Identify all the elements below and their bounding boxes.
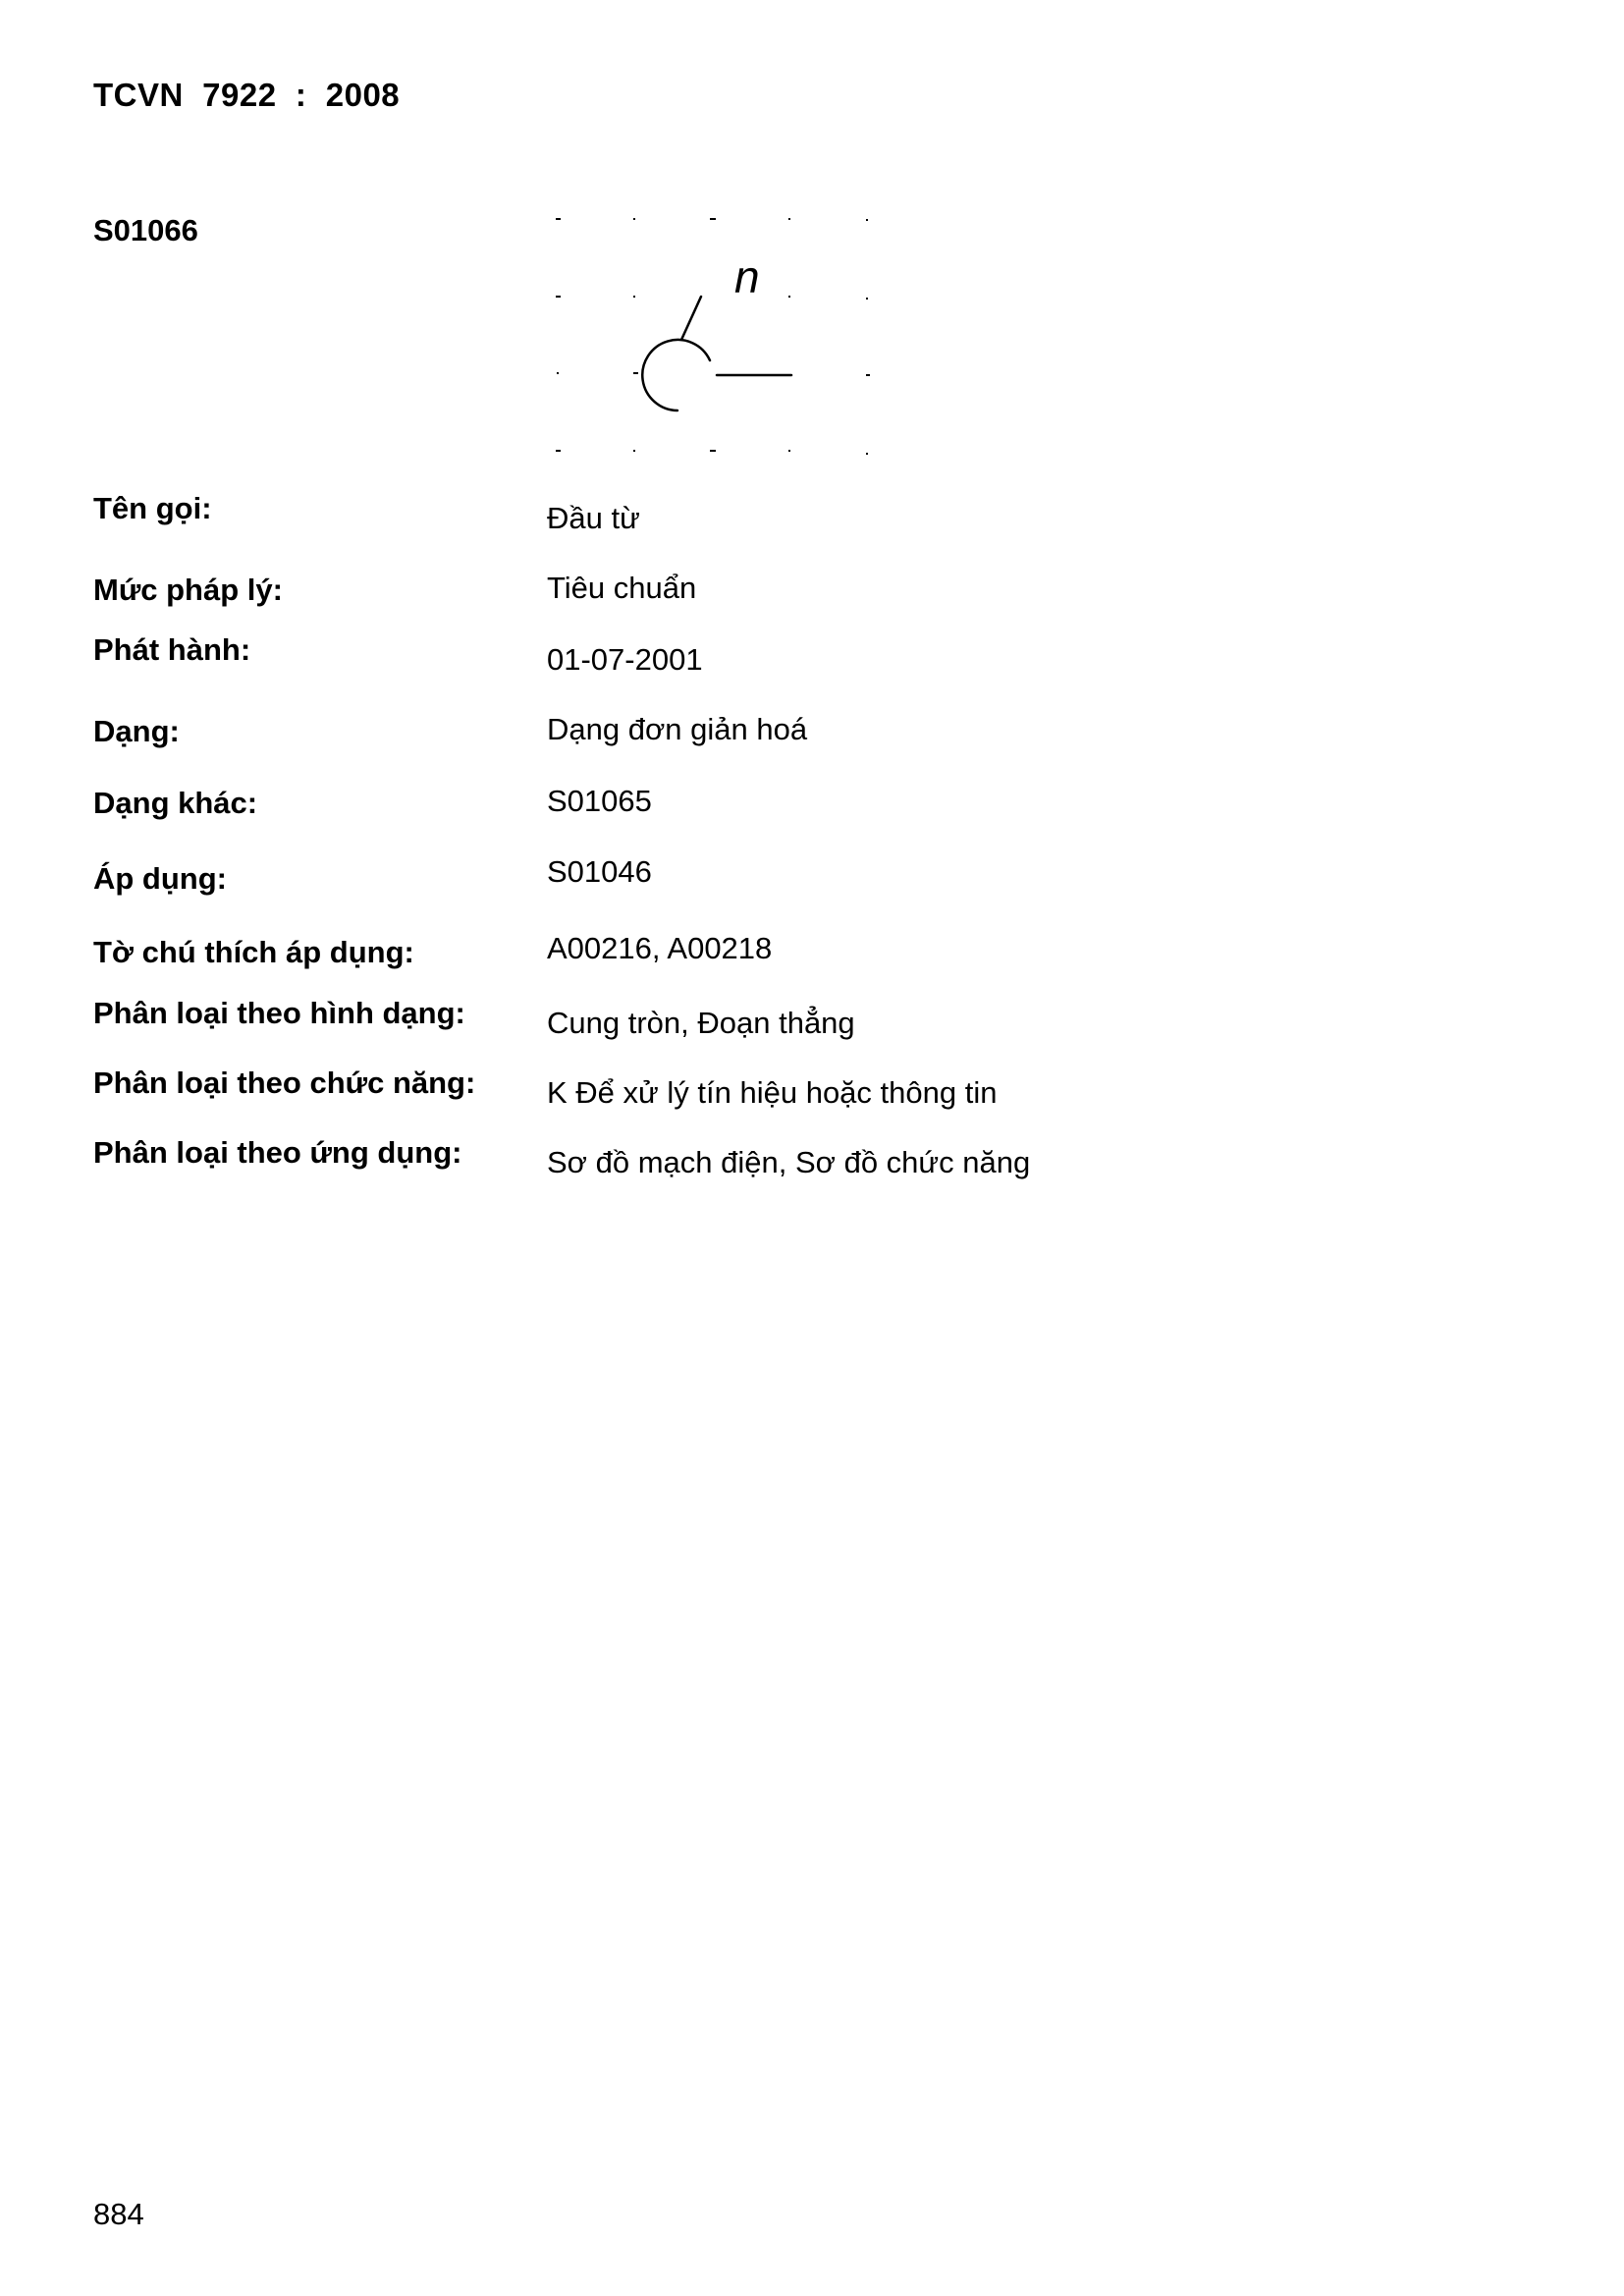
field-value: Dạng đơn giản hoá: [547, 712, 808, 746]
symbol-code: S01066: [93, 213, 198, 247]
field-value: Đầu từ: [547, 501, 640, 535]
field-label: Phát hành:: [93, 632, 251, 667]
field-label: Tên gọi:: [93, 491, 212, 525]
page-number: 884: [93, 2197, 144, 2231]
grid-dots: [556, 218, 870, 455]
document-header: TCVN 7922 : 2008: [93, 77, 401, 113]
field-value: A00216, A00218: [547, 931, 773, 965]
field-label: Mức pháp lý:: [93, 573, 283, 607]
field-value: Tiêu chuẩn: [547, 571, 697, 605]
field-label: Áp dụng:: [93, 861, 228, 896]
field-label: Tờ chú thích áp dụng:: [93, 935, 414, 969]
field-value: S01065: [547, 784, 652, 818]
field-label: Dạng khác:: [93, 786, 258, 820]
field-label: Phân loại theo hình dạng:: [93, 996, 465, 1030]
field-value: Cung tròn, Đoạn thẳng: [547, 1006, 855, 1040]
field-label: Phân loại theo chức năng:: [93, 1066, 476, 1100]
field-label: Dạng:: [93, 714, 180, 748]
field-value: Sơ đồ mạch điện, Sơ đồ chức năng: [547, 1145, 1031, 1179]
field-value: 01-07-2001: [547, 642, 703, 677]
symbol-figure-label: n: [734, 251, 760, 302]
field-value: S01046: [547, 854, 652, 889]
field-label: Phân loại theo ứng dụng:: [93, 1135, 462, 1170]
head-symbol-lines: [642, 297, 791, 410]
field-value: K Để xử lý tín hiệu hoặc thông tin: [547, 1075, 998, 1110]
magnetic-head-symbol-icon: [538, 201, 892, 466]
